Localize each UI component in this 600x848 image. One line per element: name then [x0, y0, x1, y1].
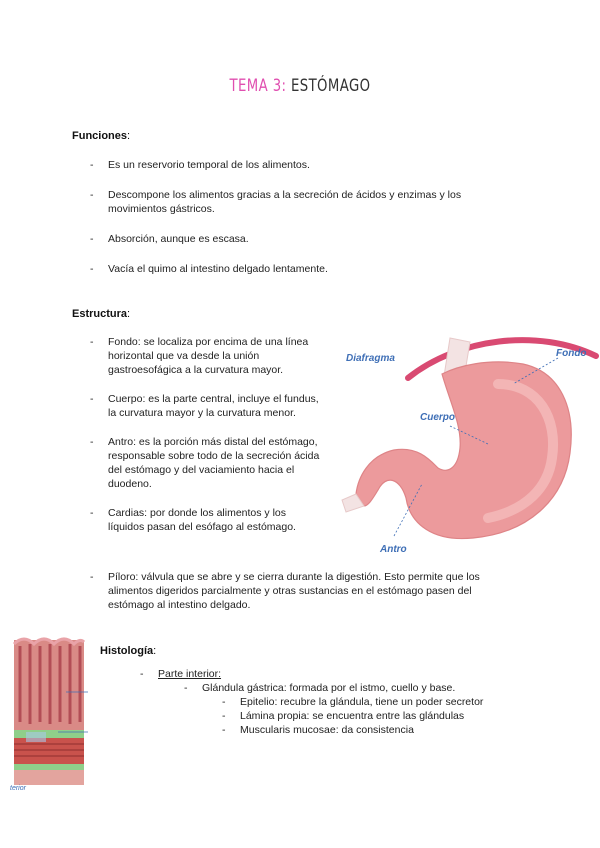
parte-interior: Parte interior:	[158, 668, 222, 680]
list-item: - Fondo: se localiza por encima de una línea horizontal que va desde la unión gastroesofágica a la curvatura mayor.	[90, 336, 309, 376]
title-prefix: TEMA 3:	[229, 76, 287, 96]
fondo-label: Fondo	[556, 348, 587, 359]
diafragma-label: Diafragma	[346, 353, 395, 364]
histologia-heading: Histología:	[100, 645, 157, 657]
list-item: - Muscularis mucosae: da consistencia	[222, 724, 414, 736]
piloro-list	[90, 570, 510, 612]
list-item: - Píloro: válvula que se abre y se cierra durante la digestión. Esto permite que los alimentos digeridos parcialmente y otras sustancias en el estómago pasen del estómago al intestino delgado.	[90, 571, 480, 611]
estructura-list	[90, 335, 325, 549]
stomach-body	[356, 362, 571, 539]
list-item: - Cuerpo: es la parte central, incluye el fundus, la curvatura mayor y la curvatura menor.	[90, 393, 319, 419]
list-item: - Es un reservorio temporal de los alimentos.	[90, 159, 310, 171]
funciones-heading: Funciones:	[72, 130, 131, 142]
funciones-list	[90, 158, 510, 292]
list-item: - Epitelio: recubre la glándula, tiene un poder secretor	[222, 696, 484, 708]
list-item: - Descompone los alimentos gracias a la secreción de ácidos y enzimas y los movimientos gástricos.	[90, 189, 462, 215]
list-item: - Lámina propia: se encuentra entre las glándulas	[222, 710, 465, 722]
title-main: ESTÓMAGO	[290, 76, 371, 96]
list-item: - Absorción, aunque es escasa.	[90, 233, 249, 245]
list-item: - Glándula gástrica: formada por el istmo, cuello y base.	[184, 682, 456, 694]
histology-image-label: terior	[10, 785, 26, 792]
list-item: - Cardias: por donde los alimentos y los líquidos pasan del esófago al estómago.	[90, 507, 296, 533]
list-item: - Vacía el quimo al intestino delgado lentamente.	[90, 263, 328, 275]
cuerpo-label: Cuerpo	[420, 412, 455, 423]
antro-label: Antro	[380, 544, 407, 555]
estructura-heading: Estructura:	[72, 308, 131, 320]
list-item: - Antro: es la porción más distal del estómago, responsable sobre todo de la secreción ácida del estómago y del vaciamiento hacia el duodeno.	[90, 436, 320, 490]
list-item: - Parte interior: - Glándula gástrica: formada por el istmo, cuello y base. - Epitelio: recubre la glándula, tiene un poder secretor - Lámina propia: se encuentra entre las glándulas - Muscularis mucosae: da consistencia	[140, 667, 580, 737]
stomach-illustration	[338, 328, 600, 560]
page-title	[66, 76, 534, 96]
histology-illustration	[8, 632, 88, 792]
histologia-section	[100, 645, 580, 737]
